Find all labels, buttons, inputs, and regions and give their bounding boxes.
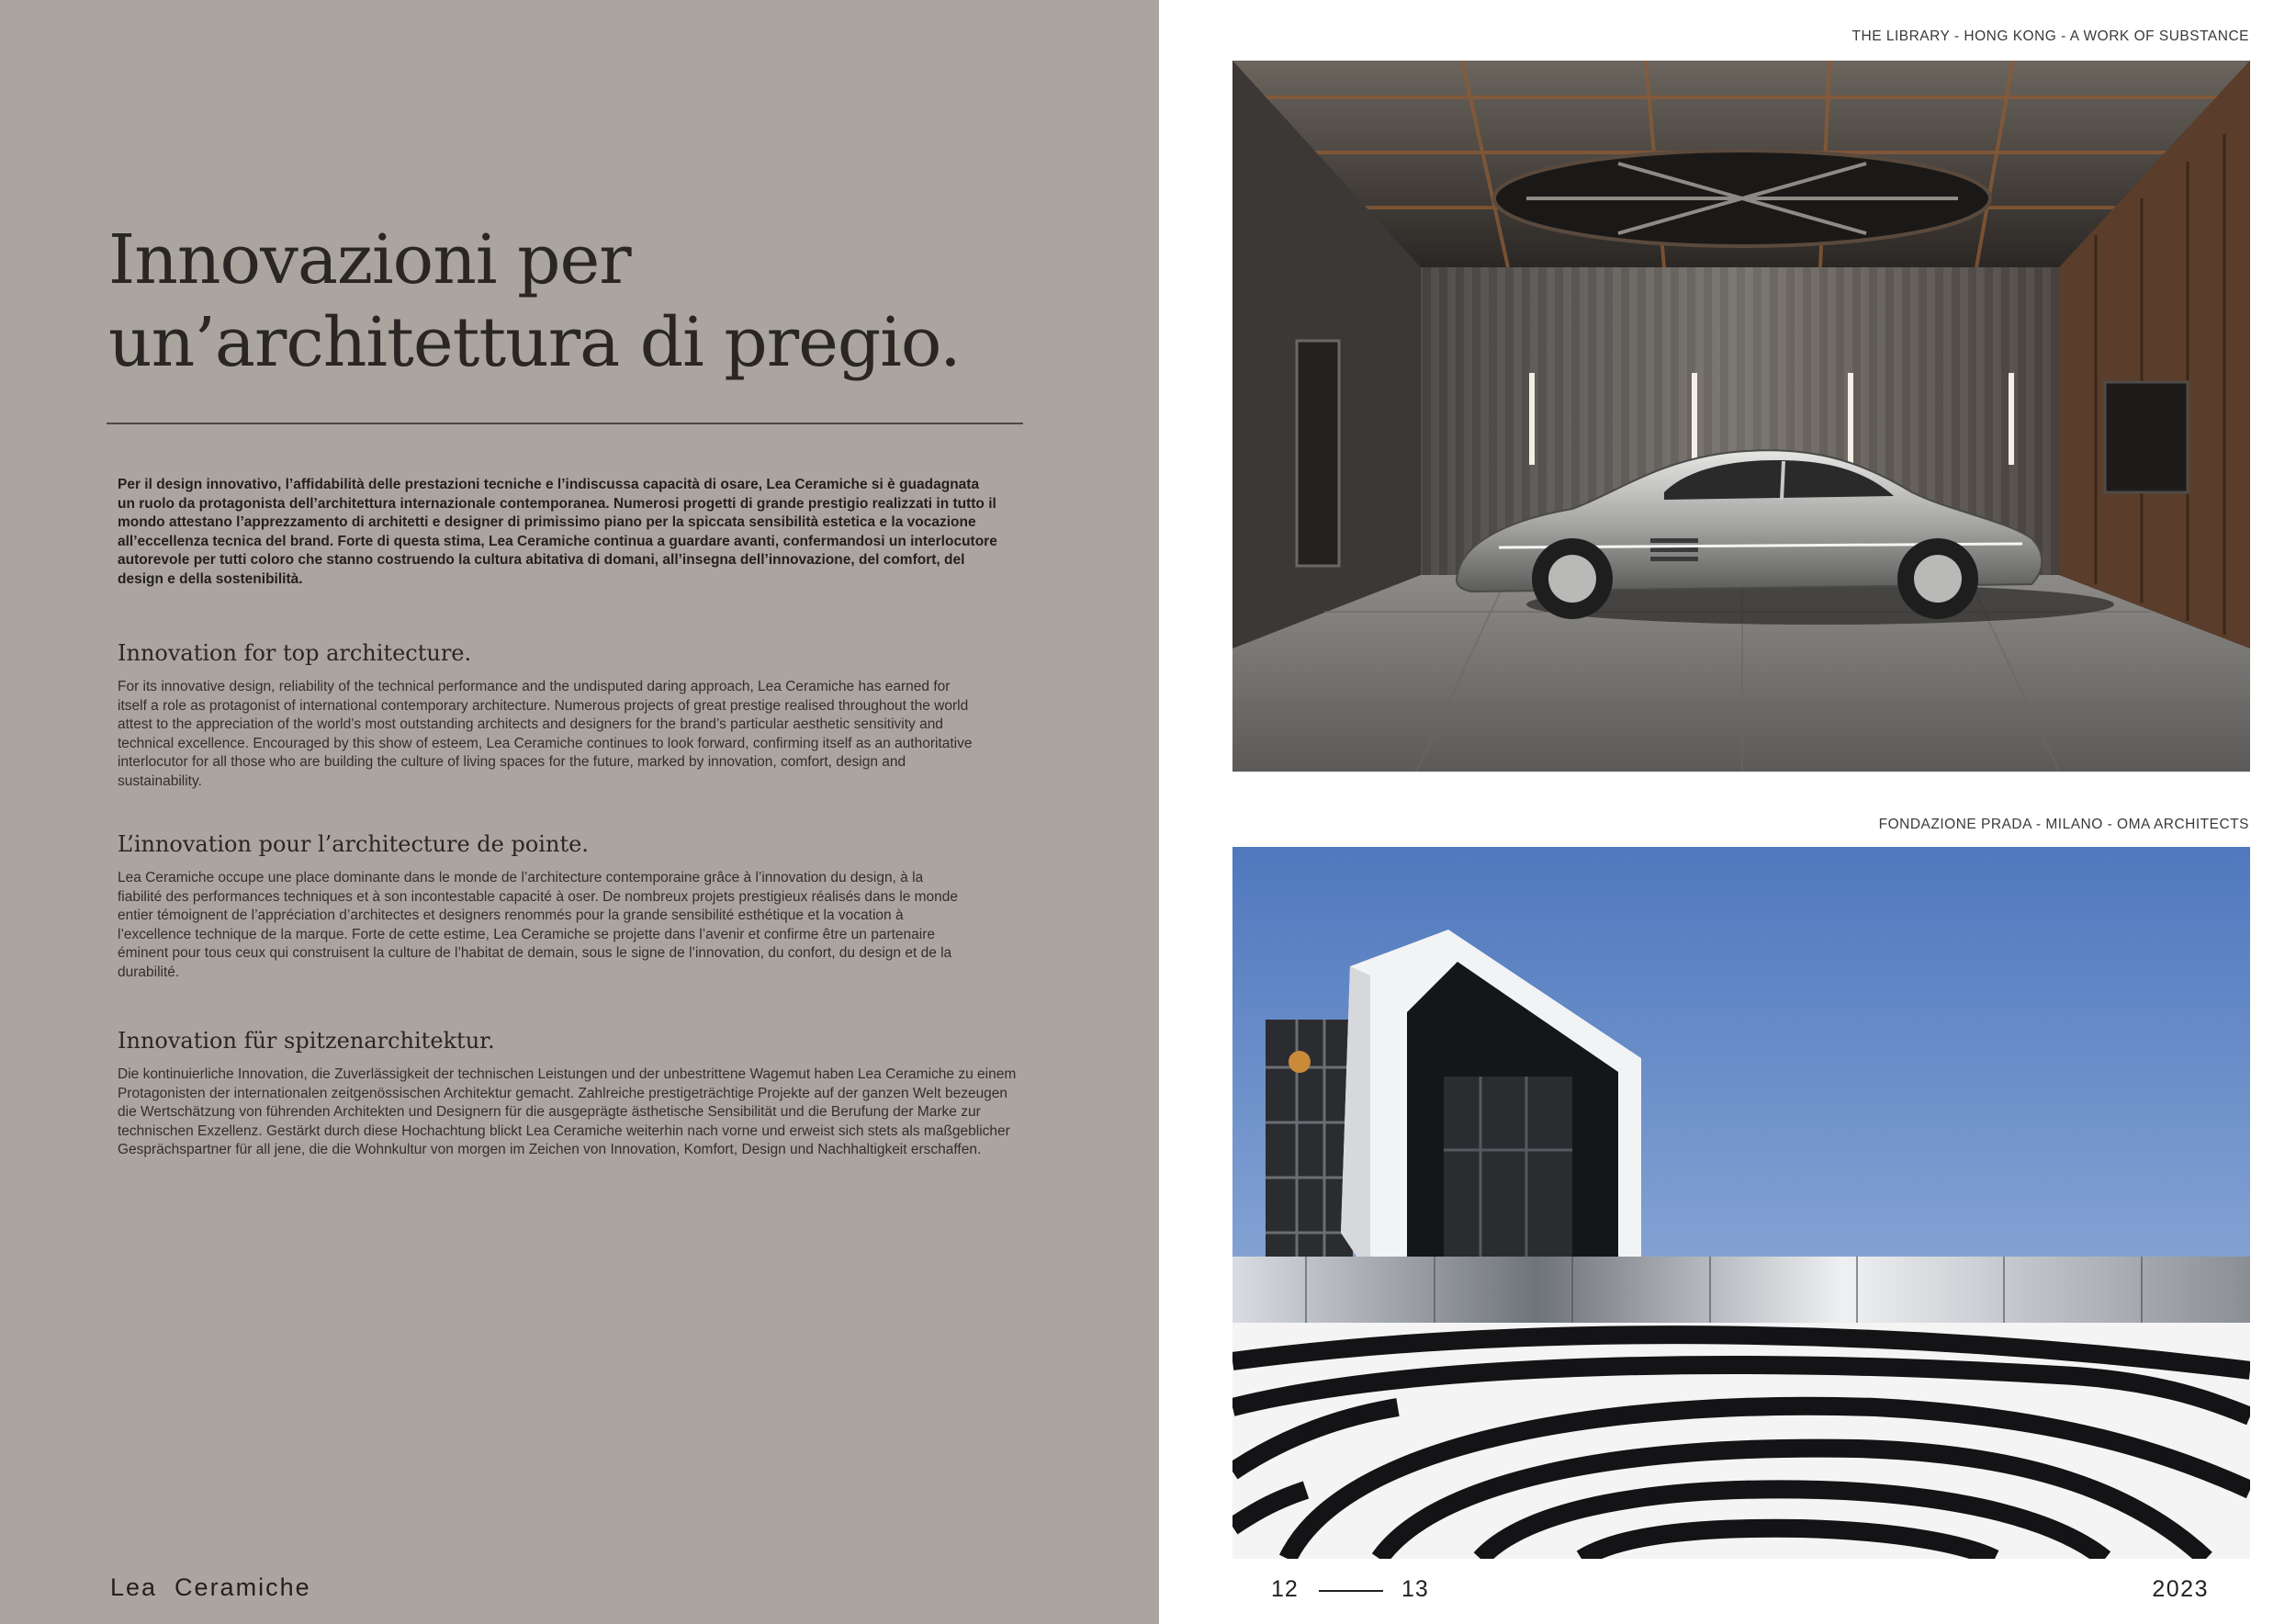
title-line-1: Innovazioni per	[108, 220, 631, 299]
title-divider	[107, 423, 1023, 424]
section-english	[118, 639, 981, 792]
section-body-german: Die kontinuierliche Innovation, die Zuverlässigkeit der technischen Leistungen und der unbestrittene Wagemut haben Lea Ceramiche zu einem Protagonisten der internationalen zeitgenössischen Architektur gemacht. Zahlreiche prestigeträchtige Projekte auf der ganzen Welt bezeugen die Wertschätzung von führenden Architekten und Designern für die ausgeprägte ästhetische Sensibilität und die Berufung der Marke zur technischen Exzellenz. Gestärkt durch diese Hochachtung blickt Lea Ceramiche weiterhin nach vorne und erweist sich stets als maßgeblicher Gesprächspartner für all jene, die die Wohnkultur von morgen im Zeichen von Innovation, Komfort, Design und Nachhaltigkeit erschaffen.	[118, 1066, 1017, 1158]
page-number-dash	[1319, 1590, 1383, 1592]
section-heading-english: Innovation for top architecture.	[118, 640, 472, 666]
edition-year: 2023	[2152, 1576, 2209, 1602]
section-german	[118, 1027, 1027, 1160]
tower-terrace-illustration	[1232, 847, 2250, 1559]
section-french	[118, 830, 962, 983]
photo-caption-prada: FONDAZIONE PRADA - MILANO - OMA ARCHITECTS	[1878, 817, 2249, 832]
section-body-french: Lea Ceramiche occupe une place dominante dans le monde de l’architecture contemporaine grâce à l’innovation du design, à la fiabilité des performances techniques et à son incontestable capacité à oser. De nombreux projets prestigieux réalisés dans le monde entier témoignent de l’appréciation d’architectes et designers renommés pour la grande sensibilité esthétique et la vocation à l’excellence technique de la marque. Forte de cette estime, Lea Ceramiche se projette dans l’avenir et confirme être un partenaire éminent pour tous ceux qui construisent la culture de l’habitat de demain, sous le signe de l’innovation, du confort, du design et de la durabilité.	[118, 870, 959, 980]
photo-caption-library: THE LIBRARY - HONG KONG - A WORK OF SUBSTANCE	[1851, 28, 2249, 44]
car-garage-illustration	[1232, 61, 2250, 772]
page-number-right: 13	[1401, 1576, 1429, 1602]
section-heading-german: Innovation für spitzenarchitektur.	[118, 1028, 495, 1054]
title-line-2: un’architettura di pregio.	[108, 303, 961, 382]
photo-library-hong-kong	[1232, 61, 2250, 772]
page-number-left: 12	[1271, 1576, 1299, 1602]
lead-paragraph-italian: Per il design innovativo, l’affidabilità delle prestazioni tecniche e l’indiscussa capacità di osare, Lea Ceramiche si è guadagnata un ruolo da protagonista dell’architettura internazionale contemporanea. Numerosi progetti di grande prestigio realizzati in tutto il mondo attestano l’apprezzamento di architetti e designer di primissimo piano per la spiccata sensibilità estetica e la vocazione all’eccellenza tecnica del brand. Forte di questa stima, Lea Ceramiche continua a guardare avanti, confermandosi un interlocutore autorevole per tutti coloro che stanno costruendo la cultura abitativa di domani, all’insegna dell’innovazione, del comfort, del design e della sostenibilità.	[118, 477, 997, 587]
photo-fondazione-prada	[1232, 847, 2250, 1559]
section-heading-french: L’innovation pour l’architecture de pointe.	[118, 831, 589, 857]
brand-wordmark: Lea Ceramiche	[110, 1573, 311, 1601]
page-title	[108, 219, 1027, 384]
section-body-english: For its innovative design, reliability of the technical performance and the undisputed daring approach, Lea Ceramiche has earned for itself a role as protagonist of international contemporary architecture. Numerous projects of great prestige realised throughout the world attest to the appreciation of the world’s most outstanding architects and designers for the brand’s particular aesthetic sensitivity and technical excellence. Encouraged by this show of esteem, Lea Ceramiche continues to look forward, confirming itself as an authoritative interlocutor for all those who are building the culture of living spaces for the future, marked by innovation, comfort, design and sustainability.	[118, 679, 973, 789]
